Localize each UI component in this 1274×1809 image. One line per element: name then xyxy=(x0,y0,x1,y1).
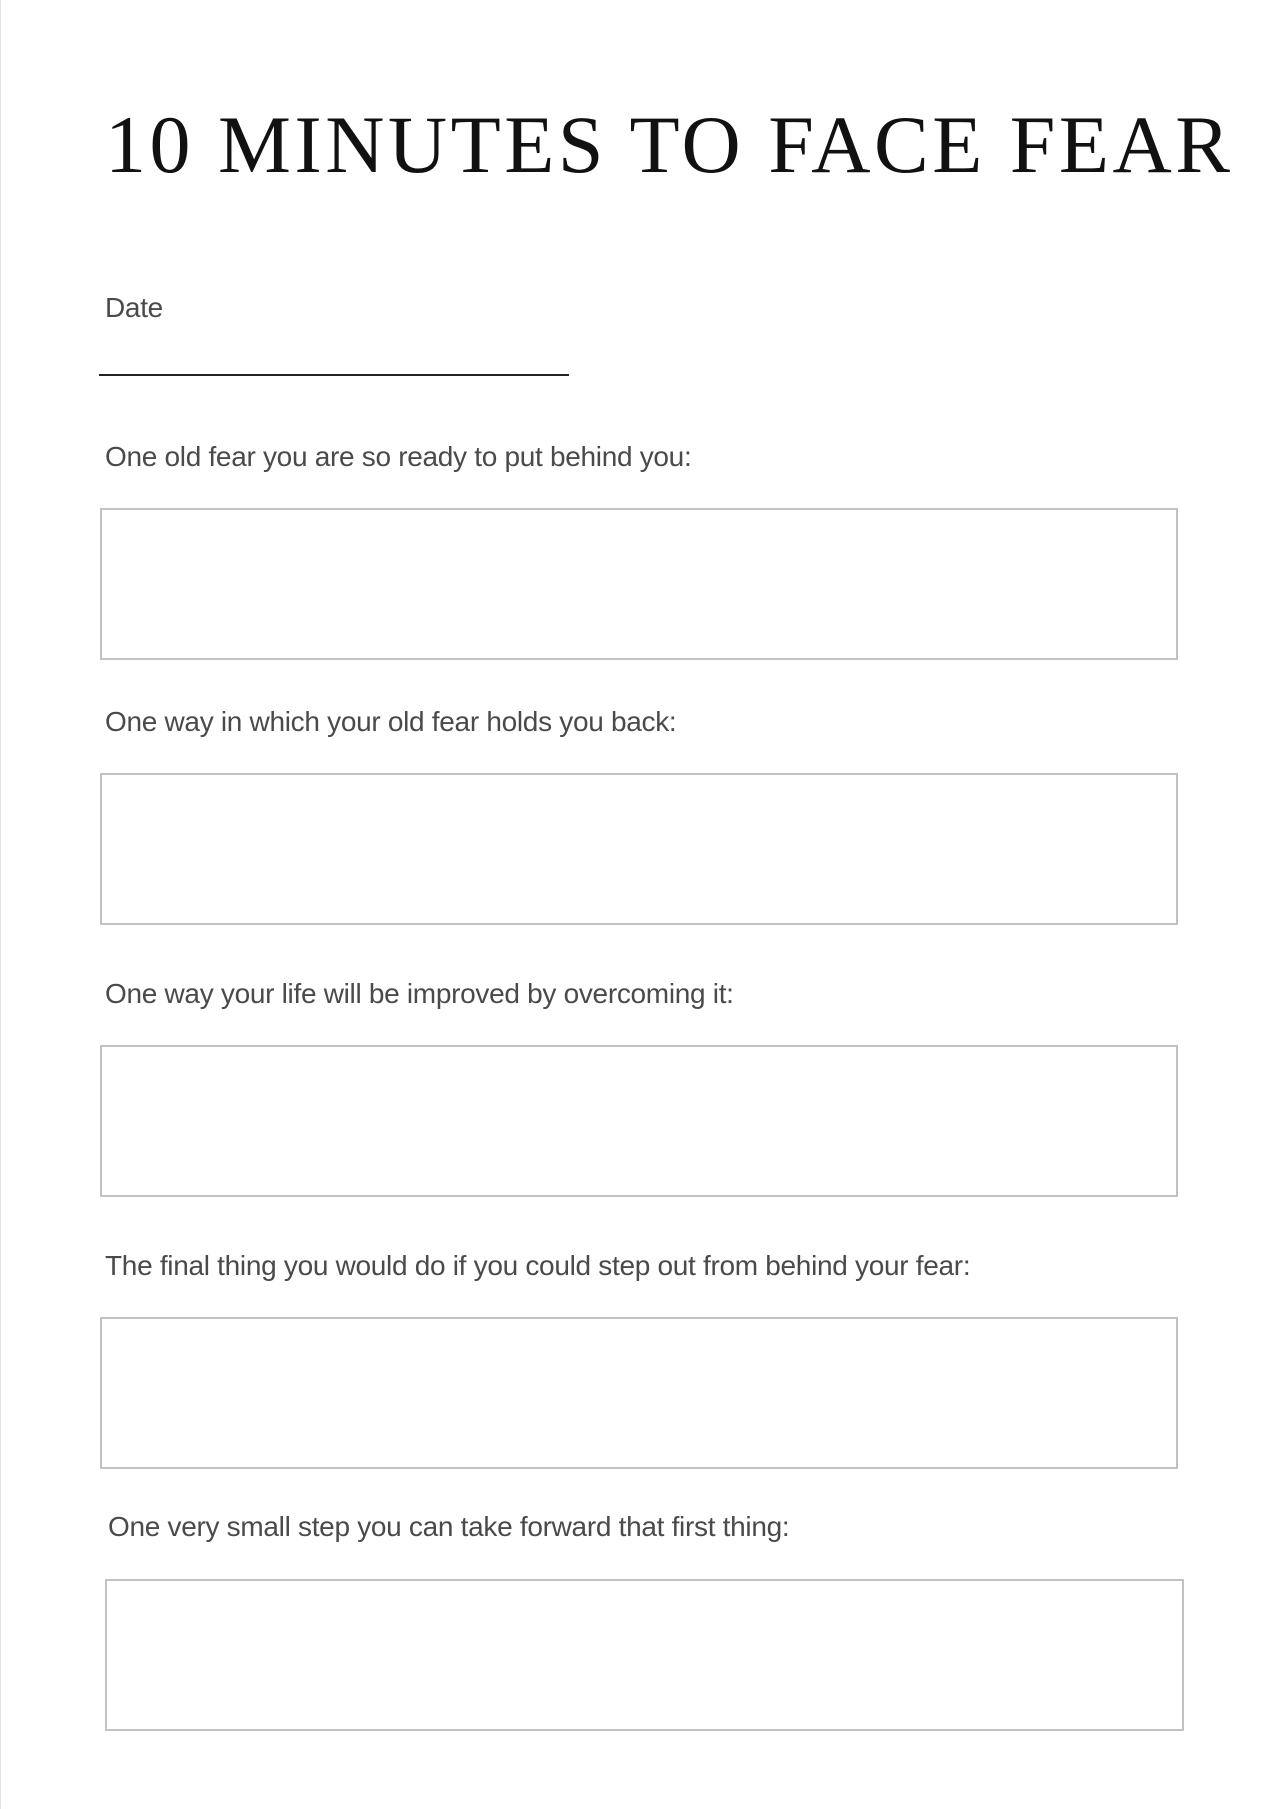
prompt-label-5: One very small step you can take forward that first thing: xyxy=(108,1511,790,1542)
prompt-label-3: One way your life will be improved by overcoming it: xyxy=(105,978,734,1009)
answer-box-5[interactable] xyxy=(105,1579,1184,1731)
answer-box-4[interactable] xyxy=(100,1317,1178,1469)
prompt-label-1: One old fear you are so ready to put behind you: xyxy=(105,441,692,472)
prompt-label-4: The final thing you would do if you could step out from behind your fear: xyxy=(105,1250,971,1281)
answer-box-3[interactable] xyxy=(100,1045,1178,1197)
answer-box-2[interactable] xyxy=(100,773,1178,925)
date-field-line[interactable] xyxy=(99,374,569,376)
answer-box-1[interactable] xyxy=(100,508,1178,660)
prompt-label-2: One way in which your old fear holds you back: xyxy=(105,706,677,737)
date-label: Date xyxy=(105,292,163,323)
page-title: 10 MINUTES TO FACE FEAR xyxy=(105,99,1234,190)
